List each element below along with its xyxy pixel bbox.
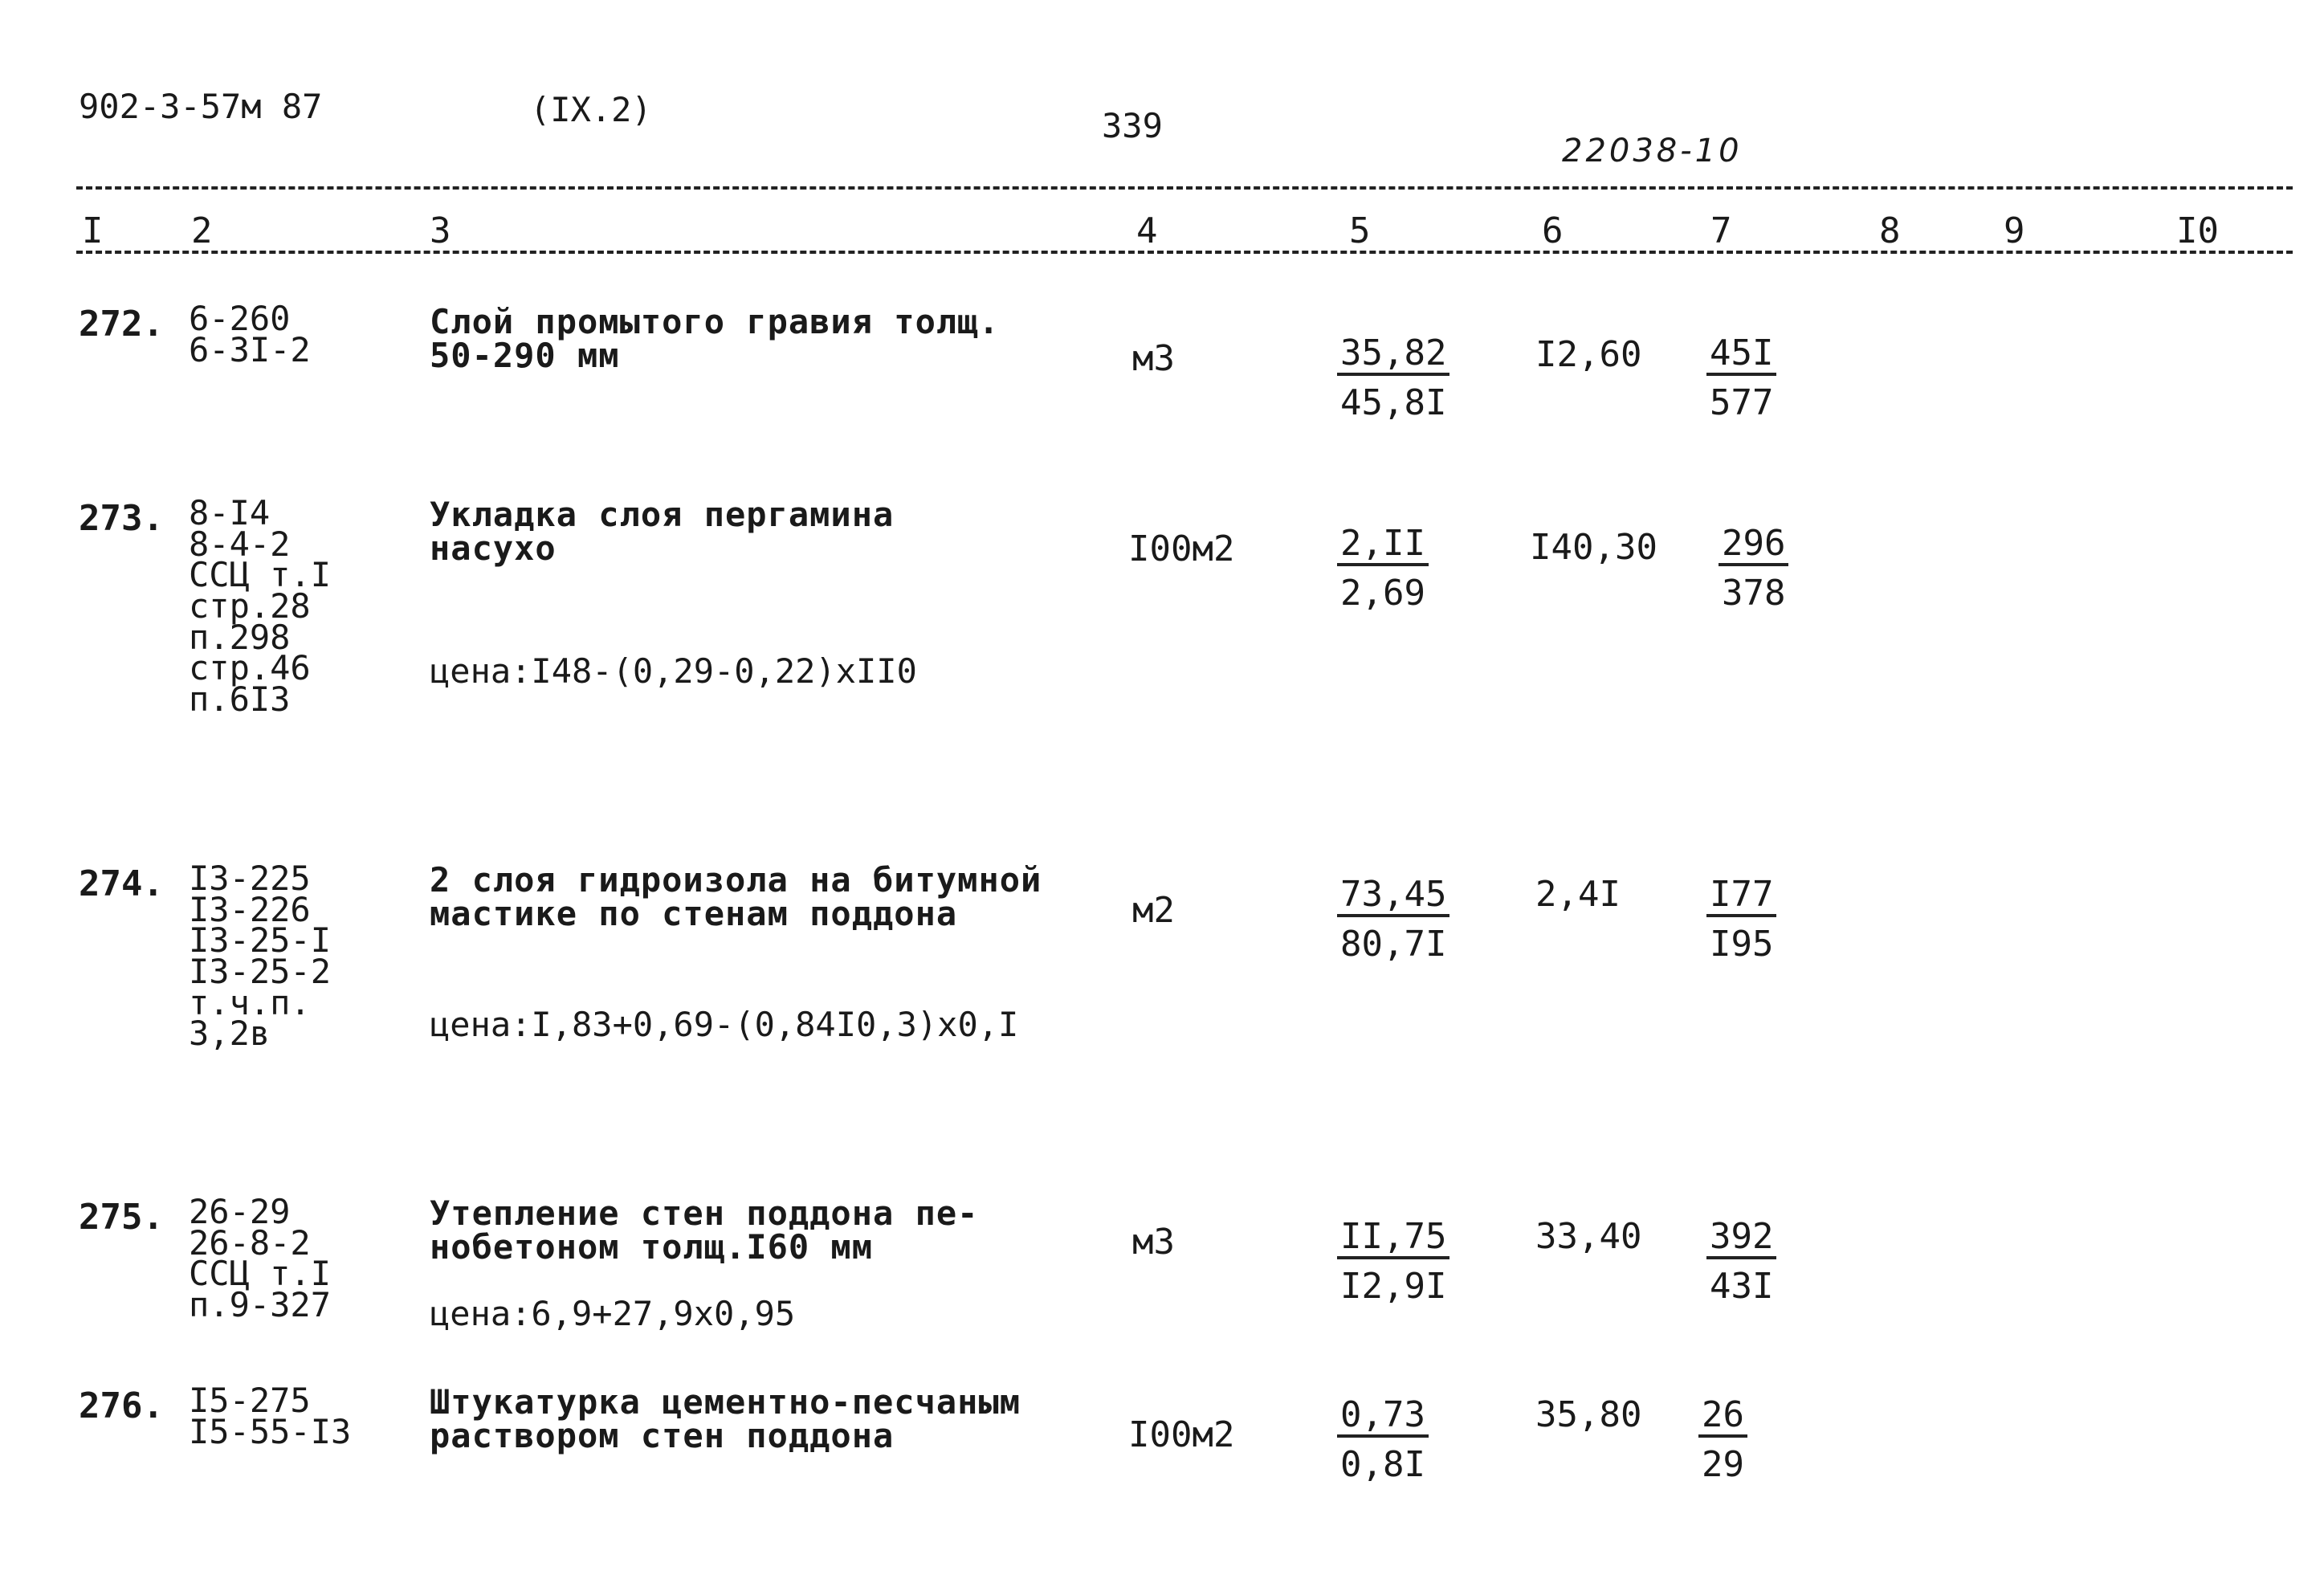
column-number-2: 2 — [191, 210, 213, 251]
norm-codes: I5-275 I5-55-I3 — [189, 1381, 352, 1451]
column-number-4: 4 — [1136, 210, 1158, 251]
work-description: 2 слоя гидроизола на битумной мастике по стенам поддона — [430, 860, 1042, 933]
unit-price: 2,4I — [1535, 874, 1621, 915]
unit-of-measure: м3 — [1132, 338, 1175, 379]
work-description: Штукатурка цементно-песчаным раствором стен поддона — [430, 1382, 1021, 1455]
unit-of-measure: м2 — [1132, 890, 1175, 931]
unit-of-measure: м3 — [1132, 1222, 1175, 1263]
total-fraction — [1719, 523, 1788, 614]
total-fraction — [1706, 874, 1776, 965]
unit-price: I2,60 — [1535, 334, 1642, 375]
quantity-fraction — [1337, 874, 1449, 965]
row-number: 274. — [79, 863, 164, 904]
norm-codes: I3-225 I3-226 I3-25-I I3-25-2 т.ч.п. 3,2в — [189, 859, 332, 1054]
column-number-3: 3 — [430, 210, 451, 251]
work-description: Укладка слоя пергамина насухо — [430, 495, 895, 568]
header-bottom-rule — [76, 251, 2293, 254]
column-number-1: I — [82, 210, 104, 251]
column-number-8: 8 — [1879, 210, 1901, 251]
total-fraction — [1706, 333, 1776, 423]
price-formula: цена:I,83+0,69-(0,84I0,3)х0,I — [430, 1005, 1019, 1044]
total-bottom: 378 — [1722, 573, 1786, 614]
unit-price: 35,80 — [1535, 1394, 1642, 1435]
quantity-fraction — [1337, 523, 1429, 614]
column-number-6: 6 — [1542, 210, 1564, 251]
total-top: 392 — [1706, 1219, 1776, 1259]
document-code: 902-3-57м 87 — [79, 87, 323, 126]
total-top: I77 — [1706, 877, 1776, 917]
archive-stamp: 22038-10 — [1562, 133, 1743, 169]
quantity-bottom: 2,69 — [1340, 573, 1425, 614]
unit-price: I40,30 — [1530, 527, 1657, 568]
row-number: 273. — [79, 498, 164, 539]
quantity-top: II,75 — [1337, 1219, 1449, 1259]
total-fraction — [1698, 1394, 1747, 1485]
total-top: 45I — [1706, 336, 1776, 376]
row-number: 272. — [79, 304, 164, 345]
header-top-rule — [76, 186, 2293, 190]
price-formula: цена:I48-(0,29-0,22)хII0 — [430, 651, 917, 691]
quantity-top: 35,82 — [1337, 336, 1449, 376]
quantity-top: 73,45 — [1337, 877, 1449, 917]
section-label: (IX.2) — [530, 90, 652, 129]
quantity-bottom: 0,8I — [1340, 1444, 1425, 1485]
quantity-top: 2,II — [1337, 526, 1429, 566]
total-fraction — [1706, 1216, 1776, 1307]
quantity-bottom: I2,9I — [1340, 1266, 1447, 1307]
page-number: 339 — [1102, 106, 1163, 145]
total-top: 26 — [1698, 1398, 1747, 1438]
total-bottom: 29 — [1702, 1444, 1744, 1485]
price-formula: цена:6,9+27,9х0,95 — [430, 1294, 796, 1333]
norm-codes: 26-29 26-8-2 ССЦ т.I п.9-327 — [189, 1192, 332, 1324]
norm-codes: 8-I4 8-4-2 ССЦ т.I стр.28 п.298 стр.46 п.6I3 — [189, 493, 332, 719]
quantity-fraction — [1337, 1394, 1429, 1485]
column-number-7: 7 — [1710, 210, 1732, 251]
unit-price: 33,40 — [1535, 1216, 1642, 1257]
row-number: 275. — [79, 1197, 164, 1238]
column-number-5: 5 — [1349, 210, 1371, 251]
total-bottom: I95 — [1710, 924, 1774, 965]
total-bottom: 577 — [1710, 382, 1774, 423]
quantity-bottom: 80,7I — [1340, 924, 1447, 965]
row-number: 276. — [79, 1385, 164, 1426]
quantity-top: 0,73 — [1337, 1398, 1429, 1438]
unit-of-measure: I00м2 — [1128, 1414, 1235, 1455]
quantity-fraction — [1337, 1216, 1449, 1307]
quantity-bottom: 45,8I — [1340, 382, 1447, 423]
column-number-10: I0 — [2176, 210, 2219, 251]
work-description: Утепление стен поддона пе- нобетоном толщ.I60 мм — [430, 1193, 979, 1267]
unit-of-measure: I00м2 — [1128, 528, 1235, 569]
quantity-fraction — [1337, 333, 1449, 423]
total-bottom: 43I — [1710, 1266, 1774, 1307]
norm-codes: 6-260 6-3I-2 — [189, 299, 311, 369]
column-number-9: 9 — [2004, 210, 2025, 251]
total-top: 296 — [1719, 526, 1788, 566]
work-description: Слой промытого гравия толщ. 50-290 мм — [430, 302, 1000, 375]
